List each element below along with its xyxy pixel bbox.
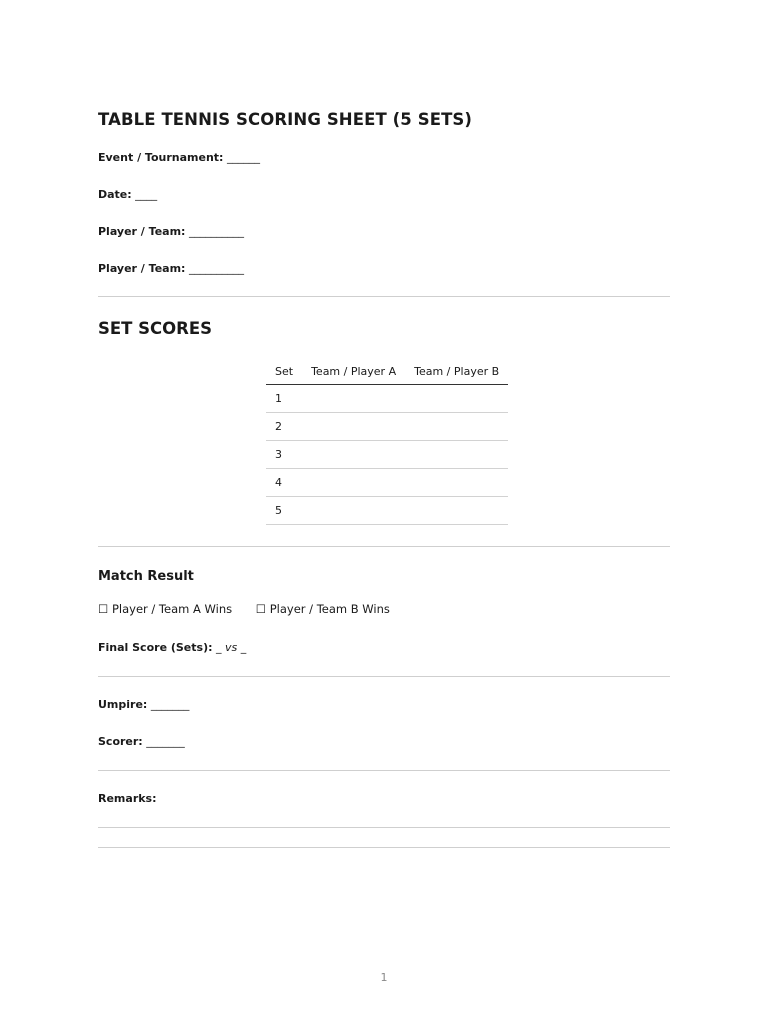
set-number-cell: 1 [266,385,302,413]
player-team-label-2: Player / Team: [98,262,186,275]
table-row [266,497,508,525]
player-b-score-cell[interactable] [405,469,508,497]
scorer-blank: _______ [146,735,185,748]
player-a-wins-checkbox[interactable]: ☐ Player / Team A Wins [98,602,233,616]
vs-text: vs [225,641,238,654]
final-score-a-blank: _ [216,641,222,654]
table-header-row [266,358,508,385]
player-b-wins-checkbox[interactable]: ☐ Player / Team B Wins [255,602,390,616]
match-result-heading: Match Result [98,569,194,584]
event-field [98,151,260,164]
event-blank: ______ [226,151,260,164]
date-label: Date: [98,188,132,201]
column-header-set: Set [266,358,302,385]
player-a-score-cell[interactable] [302,497,405,525]
date-field [98,188,157,201]
final-score-b-blank: _ [240,641,247,654]
table-row [266,413,508,441]
player-team-blank-1: __________ [188,225,244,238]
table-row [266,469,508,497]
divider [98,546,670,547]
umpire-blank: _______ [150,698,190,711]
match-result-options [98,602,410,616]
player-a-score-cell[interactable] [302,385,405,413]
page-title: TABLE TENNIS SCORING SHEET (5 SETS) [98,110,473,129]
remarks-line[interactable] [98,827,670,828]
divider [98,296,670,297]
player-b-score-cell[interactable] [405,441,508,469]
player-b-score-cell[interactable] [405,497,508,525]
column-header-player-a: Team / Player A [302,358,405,385]
final-score-label: Final Score (Sets): [98,641,213,654]
table-row [266,385,508,413]
page-number: 1 [380,971,388,984]
umpire-field [98,698,189,711]
event-label: Event / Tournament: [98,151,224,164]
player-team-field-1 [98,225,244,238]
date-blank: ____ [135,188,158,201]
divider [98,770,670,771]
remarks-label: Remarks: [98,792,157,805]
column-header-player-b: Team / Player B [405,358,508,385]
remarks-line[interactable] [98,847,670,848]
player-a-score-cell[interactable] [302,469,405,497]
divider [98,676,670,677]
set-scores-table [266,358,508,525]
umpire-label: Umpire: [98,698,148,711]
player-b-score-cell[interactable] [405,413,508,441]
player-a-score-cell[interactable] [302,441,405,469]
set-number-cell: 5 [266,497,302,525]
set-number-cell: 2 [266,413,302,441]
player-b-score-cell[interactable] [405,385,508,413]
scorer-label: Scorer: [98,735,143,748]
player-team-field-2 [98,262,244,275]
player-team-blank-2: __________ [188,262,244,275]
set-scores-heading: SET SCORES [98,319,213,338]
remarks-field [98,792,157,805]
player-team-label-1: Player / Team: [98,225,186,238]
set-number-cell: 4 [266,469,302,497]
player-a-score-cell[interactable] [302,413,405,441]
final-score-field [98,641,246,654]
table-row [266,441,508,469]
set-number-cell: 3 [266,441,302,469]
scorer-field [98,735,185,748]
